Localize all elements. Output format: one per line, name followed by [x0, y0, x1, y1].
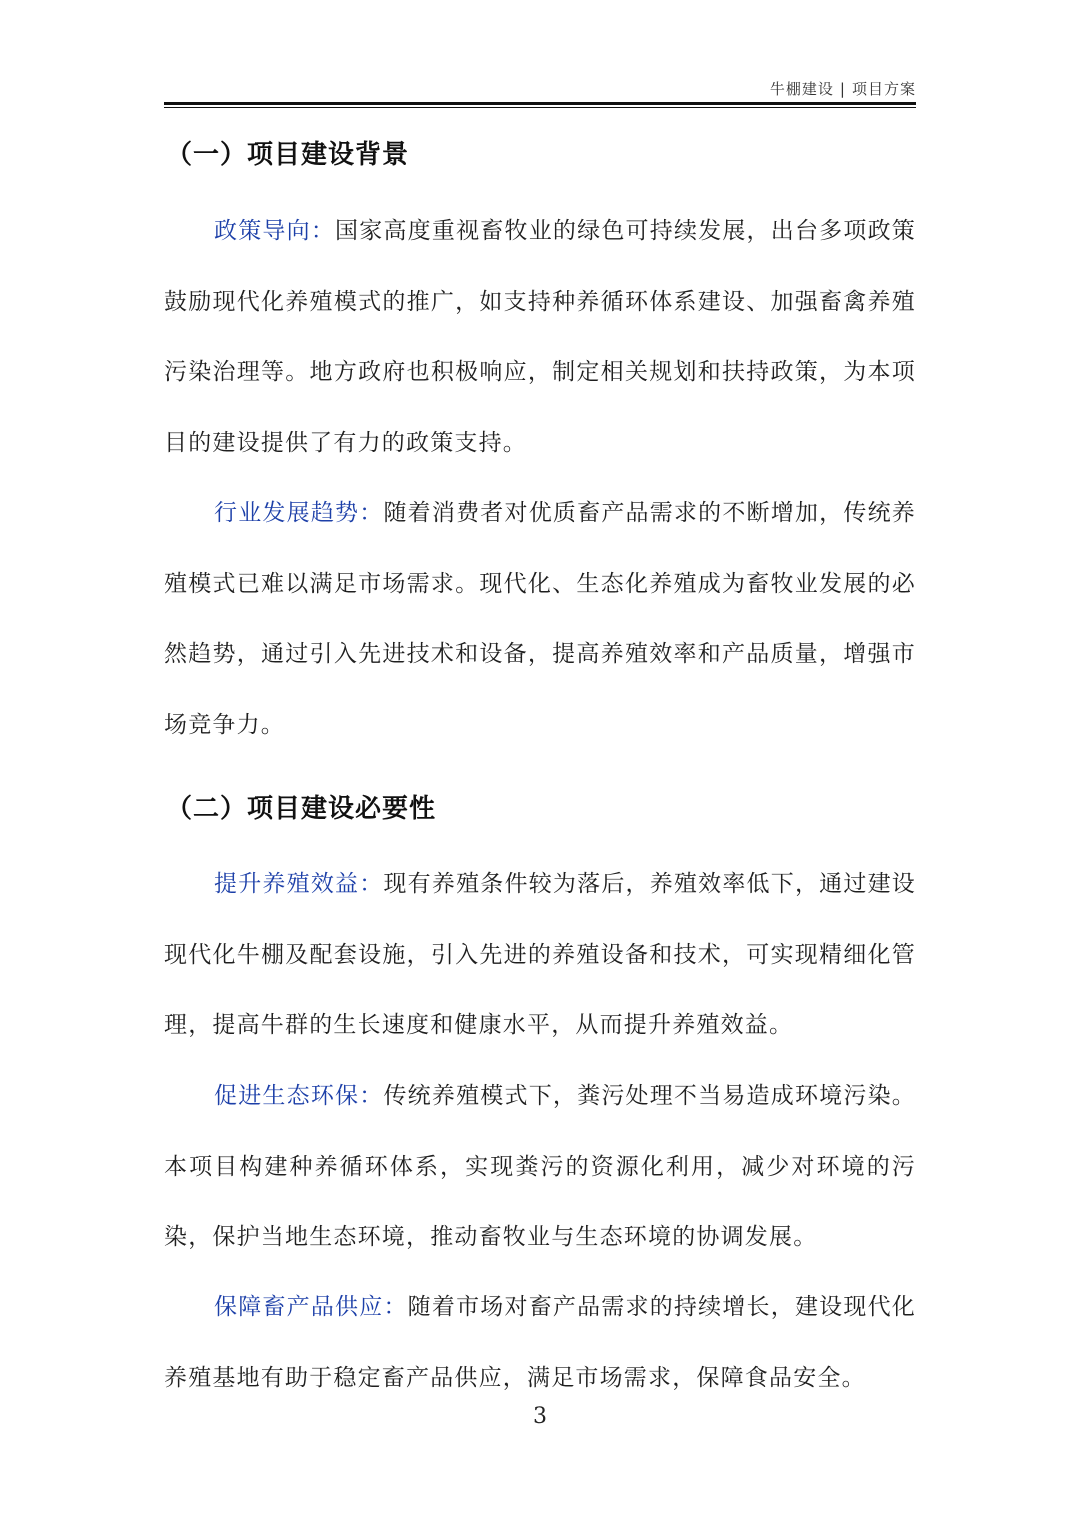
paragraph [164, 1272, 916, 1413]
paragraph-text: 现有养殖条件较为落后，养殖效率低下，通过建设现代化牛棚及配套设施，引入先进的养殖设备和技术，可实现精细化管理，提高牛群的生长速度和健康水平，从而提升养殖效益。 [164, 871, 916, 1038]
section-heading: （一）项目建设背景 [166, 140, 410, 170]
paragraph-text: 随着市场对畜产品需求的持续增长，建设现代化养殖基地有助于稳定畜产品供应，满足市场需求，保障食品安全。 [164, 1294, 916, 1391]
header-right: 项目方案 [851, 80, 916, 98]
header-left: 牛棚建设 [769, 80, 834, 98]
paragraph-keyword: 政策导向： [214, 218, 336, 244]
paragraph-text: 传统养殖模式下，粪污处理不当易造成环境污染。本项目构建种养循环体系，实现粪污的资源化利用，减少对环境的污染，保护当地生态环境，推动畜牧业与生态环境的协调发展。 [164, 1083, 916, 1250]
paragraph [164, 849, 916, 1061]
paragraph-text: 随着消费者对优质畜产品需求的不断增加，传统养殖模式已难以满足市场需求。现代化、生态化养殖成为畜牧业发展的必然趋势，通过引入先进技术和设备，提高养殖效率和产品质量，增强市场竞争力。 [164, 500, 916, 738]
paragraph-text: 国家高度重视畜牧业的绿色可持续发展，出台多项政策鼓励现代化养殖模式的推广，如支持种养循环体系建设、加强畜禽养殖污染治理等。地方政府也积极响应，制定相关规划和扶持政策，为本项目的建设提供了有力的政策支持。 [164, 218, 917, 456]
paragraph [164, 196, 916, 478]
header-separator: | [839, 80, 846, 98]
header-rule-thick [164, 102, 916, 105]
paragraph-keyword: 行业发展趋势： [214, 500, 384, 526]
paragraph-keyword: 提升养殖效益： [214, 871, 384, 897]
paragraph-keyword: 保障畜产品供应： [214, 1294, 408, 1320]
running-header [770, 78, 916, 99]
section-heading: （二）项目建设必要性 [166, 794, 437, 824]
header-rule-thin [164, 107, 916, 108]
paragraph [164, 1061, 916, 1273]
paragraph-keyword: 促进生态环保： [214, 1083, 384, 1109]
paragraph [164, 478, 916, 760]
page-number: 3 [533, 1404, 547, 1429]
